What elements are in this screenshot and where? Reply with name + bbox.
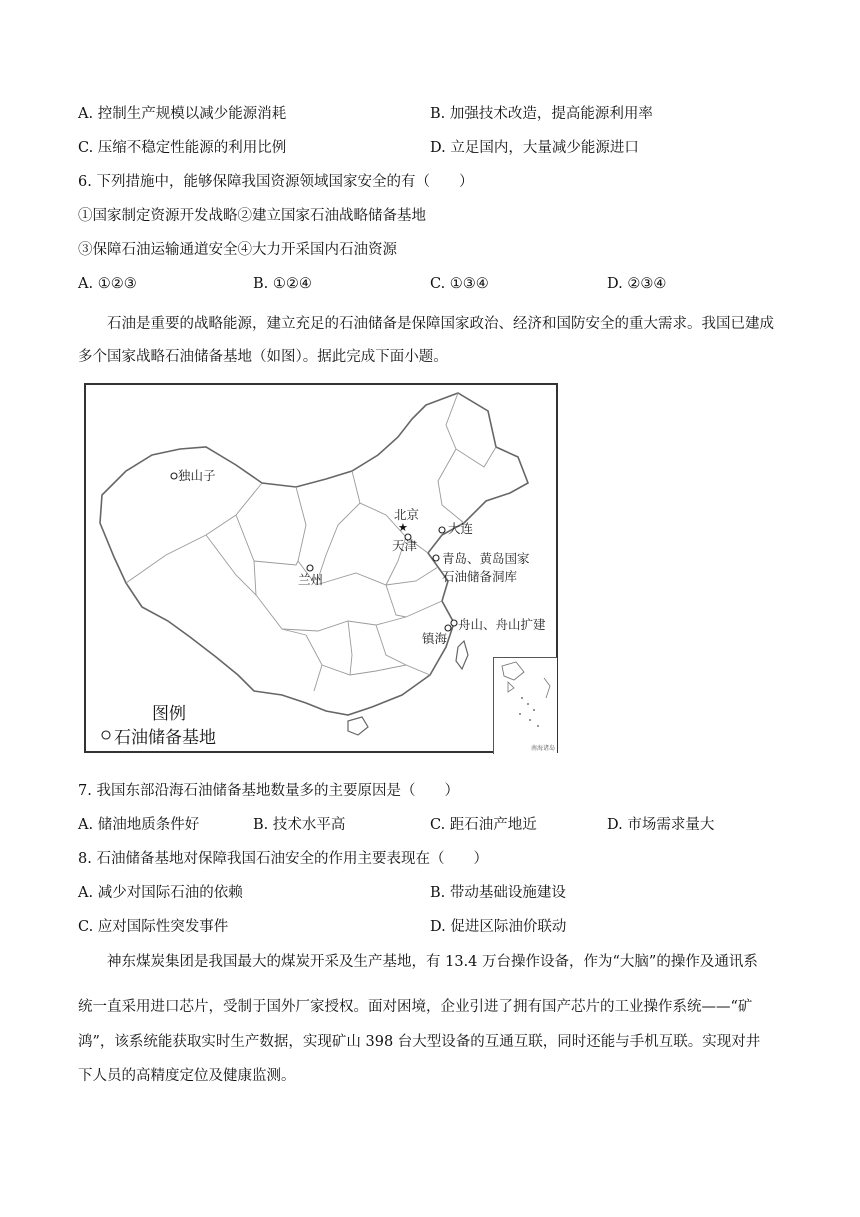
q5-option-c: C. 压缩不稳定性能源的利用比例 — [78, 140, 287, 156]
inset-label: 南海诸岛 — [530, 745, 555, 752]
legend-marker — [102, 731, 110, 739]
taiwan-island — [456, 641, 468, 669]
legend-item-oil-base: 石油储备基地 — [114, 728, 216, 748]
q7-stem: 7. 我国东部沿海石油储备基地数量多的主要原因是（ ） — [78, 783, 459, 799]
label-lanzhou: 兰州 — [298, 572, 324, 587]
marker-dalian — [439, 527, 445, 533]
q8-option-b: B. 带动基础设施建设 — [430, 885, 566, 901]
province-boundaries — [126, 393, 496, 691]
legend-title: 图例 — [152, 704, 186, 724]
label-zhenhai: 镇海 — [422, 631, 448, 646]
q6-stem: 6. 下列措施中，能够保障我国资源领域国家安全的有（ ） — [78, 174, 474, 190]
passage-shendong-line1: 神东煤炭集团是我国最大的煤炭开采及生产基地，有 13.4 万台操作设备，作为“大脑”的操作及通讯系 — [107, 954, 758, 970]
q8-option-d: D. 促进区际油价联动 — [430, 919, 567, 935]
q6-option-a: A. ①②③ — [78, 276, 137, 292]
q7-option-c: C. 距石油产地近 — [430, 817, 537, 833]
q5-option-a: A. 控制生产规模以减少能源消耗 — [78, 106, 287, 122]
label-zhoushan: 舟山、舟山扩建 — [458, 617, 546, 632]
q7-option-d: D. 市场需求量大 — [607, 817, 715, 833]
q5-option-d: D. 立足国内，大量减少能源进口 — [430, 140, 639, 156]
marker-qingdao — [433, 555, 439, 561]
q6-items-line1: ①国家制定资源开发战略②建立国家石油战略储备基地 — [78, 208, 426, 224]
label-qingdao-line1: 青岛、黄岛国家 — [442, 551, 530, 566]
q8-stem: 8. 石油储备基地对保障我国石油安全的作用主要表现在（ ） — [78, 851, 488, 867]
inset-drawing — [494, 658, 557, 754]
marker-dushanzi — [171, 473, 177, 479]
south-china-sea-inset — [493, 657, 557, 754]
q8-option-c: C. 应对国际性突发事件 — [78, 919, 229, 935]
marker-lanzhou — [307, 565, 313, 571]
label-tianjin: 天津 — [392, 538, 418, 553]
label-qingdao-line2: 石油储备洞库 — [442, 569, 518, 584]
q6-option-b: B. ①②④ — [253, 276, 312, 292]
passage-oil-reserve: 石油是重要的战略能源，建立充足的石油储备是保障国家政治、经济和国防安全的重大需求。我国已建成多个国家战略石油储备基地（如图）。据此完成下面小题。 — [78, 316, 774, 365]
q6-option-c: C. ①③④ — [430, 276, 489, 292]
marker-zhoushan — [451, 620, 457, 626]
q6-option-d: D. ②③④ — [607, 276, 667, 292]
q6-items-line2: ③保障石油运输通道安全④大力开采国内石油资源 — [78, 242, 397, 258]
label-dalian: 大连 — [448, 521, 474, 536]
hainan-island — [348, 717, 368, 735]
q7-option-b: B. 技术水平高 — [253, 817, 346, 833]
q7-option-a: A. 储油地质条件好 — [78, 817, 200, 833]
passage-shendong-line2: 统一直采用进口芯片，受制于国外厂家授权。面对困境，企业引进了拥有国产芯片的工业操作系统——“矿 — [78, 999, 753, 1015]
passage-shendong-line4: 下人员的高精度定位及健康监测。 — [78, 1068, 296, 1084]
q5-option-b: B. 加强技术改造，提高能源利用率 — [430, 106, 653, 122]
china-oil-reserve-map — [84, 383, 558, 753]
beijing-star-icon: ★ — [398, 521, 408, 534]
label-beijing: 北京 — [394, 507, 420, 522]
q8-option-a: A. 减少对国际石油的依赖 — [78, 885, 243, 901]
label-dushanzi: 独山子 — [178, 468, 216, 483]
china-outline-drawing — [86, 385, 556, 751]
passage-shendong-line3: 鸿”，该系统能获取实时生产数据，实现矿山 398 台大型设备的互通互联，同时还能与手机互联。实现对井 — [78, 1034, 761, 1050]
